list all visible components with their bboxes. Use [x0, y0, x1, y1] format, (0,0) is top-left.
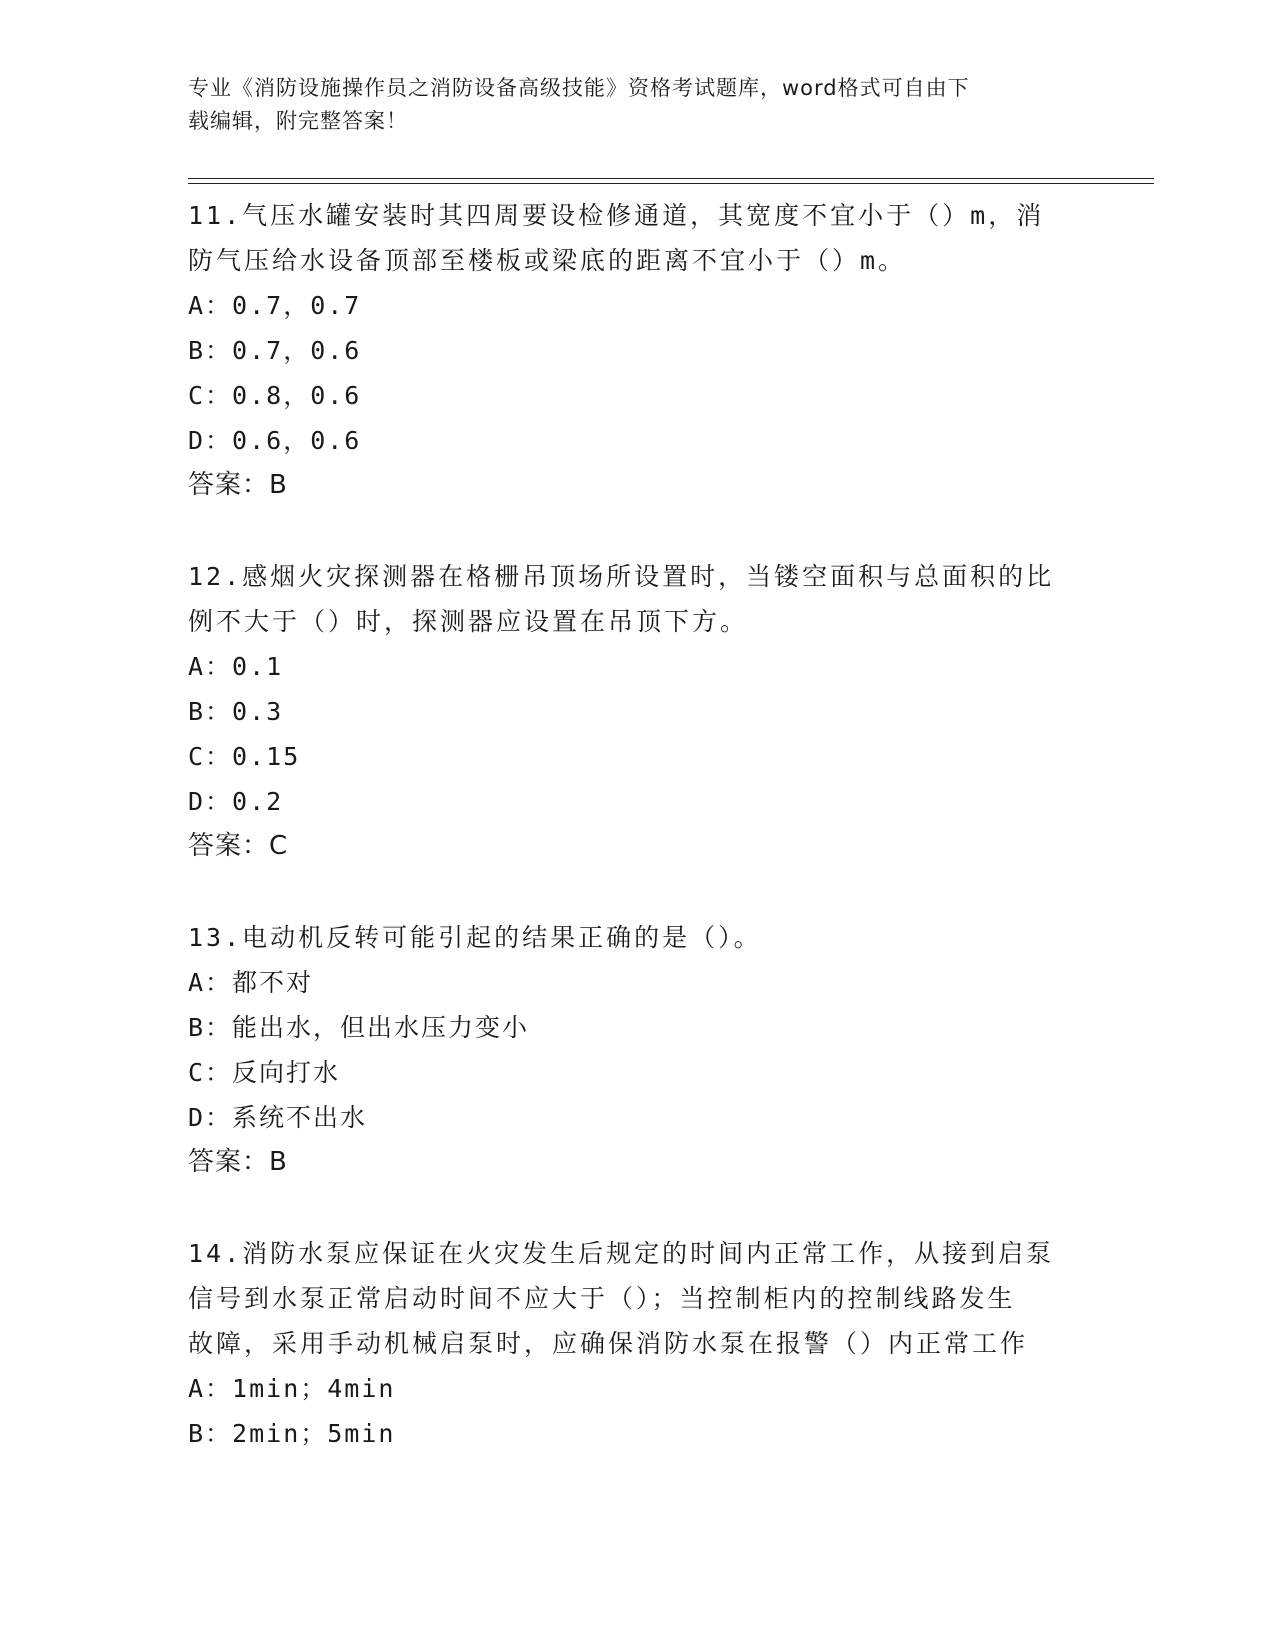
question-list — [188, 193, 1088, 1502]
question-14 — [188, 1231, 1088, 1456]
question-stem-line: 例不大于（）时，探测器应设置在吊顶下方。 — [188, 607, 749, 636]
option-d: D：0.2 — [188, 787, 284, 816]
document-header — [188, 72, 1068, 138]
header-line-1: 专业《消防设施操作员之消防设备高级技能》资格考试题库，word格式可自由下 — [188, 76, 970, 100]
question-stem-line: 12.感烟火灾探测器在格栅吊顶场所设置时，当镂空面积与总面积的比 — [188, 562, 1055, 591]
option-b: B：2min；5min — [188, 1419, 396, 1448]
header-line-2: 载编辑，附完整答案！ — [188, 109, 408, 133]
question-11 — [188, 193, 1088, 508]
option-d: D：0.6，0.6 — [188, 426, 362, 455]
question-12 — [188, 554, 1088, 869]
option-c: C：0.15 — [188, 742, 301, 771]
answer-label: 答案：B — [188, 470, 288, 500]
option-b: B：0.7，0.6 — [188, 336, 362, 365]
question-stem-line: 信号到水泵正常启动时间不应大于（）；当控制柜内的控制线路发生 — [188, 1284, 1016, 1313]
answer-label: 答案：C — [188, 831, 289, 861]
question-stem-line: 防气压给水设备顶部至楼板或梁底的距离不宜小于（）m。 — [188, 246, 907, 275]
answer-label: 答案：B — [188, 1147, 288, 1177]
option-d: D：系统不出水 — [188, 1103, 368, 1132]
option-b: B：0.3 — [188, 697, 284, 726]
question-stem-line: 11.气压水罐安装时其四周要设检修通道，其宽度不宜小于（）m，消 — [188, 201, 1045, 230]
option-b: B：能出水，但出水压力变小 — [188, 1013, 530, 1042]
question-stem-line: 故障，采用手动机械启泵时，应确保消防水泵在报警（）内正常工作 — [188, 1329, 1029, 1358]
question-13 — [188, 915, 1088, 1185]
option-c: C：反向打水 — [188, 1058, 341, 1087]
option-a: A：1min；4min — [188, 1374, 396, 1403]
question-stem-line: 14.消防水泵应保证在火灾发生后规定的时间内正常工作，从接到启泵 — [188, 1239, 1055, 1268]
header-divider-top — [188, 178, 1154, 179]
option-a: A：都不对 — [188, 968, 314, 997]
header-divider-bottom — [188, 183, 1154, 184]
option-a: A：0.1 — [188, 652, 284, 681]
question-stem-line: 13.电动机反转可能引起的结果正确的是（）。 — [188, 923, 762, 952]
option-c: C：0.8，0.6 — [188, 381, 362, 410]
option-a: A：0.7，0.7 — [188, 291, 362, 320]
